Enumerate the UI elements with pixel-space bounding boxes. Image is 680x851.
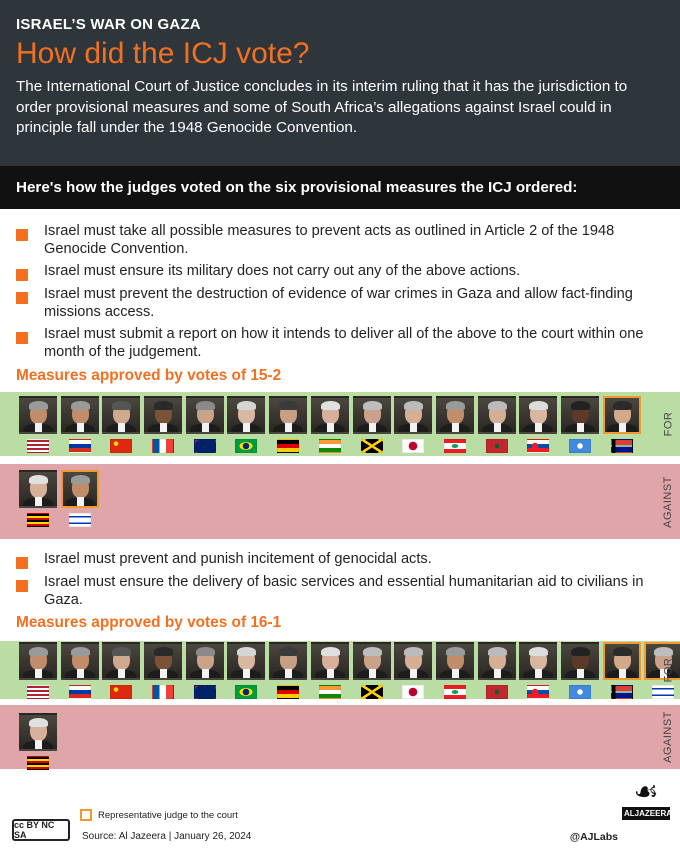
flag-united-states-icon bbox=[27, 439, 49, 453]
judge-portrait bbox=[561, 396, 599, 434]
flag-morocco-icon bbox=[486, 439, 508, 453]
flag-france-icon bbox=[152, 685, 174, 699]
flag-india-icon bbox=[319, 439, 341, 453]
flag-jamaica-icon bbox=[361, 439, 383, 453]
flag-japan-icon bbox=[402, 685, 424, 699]
legend bbox=[80, 809, 238, 821]
flag-lebanon-icon bbox=[444, 439, 466, 453]
page-title: How did the ICJ vote? bbox=[16, 37, 310, 70]
measure-text: Israel must ensure its military does not carry out any of the above actions. bbox=[44, 263, 521, 279]
judge-jamaica bbox=[353, 396, 391, 453]
judge-brazil bbox=[227, 642, 265, 699]
judge-portrait bbox=[561, 642, 599, 680]
flag-france-icon bbox=[152, 439, 174, 453]
flag-jamaica-icon bbox=[361, 685, 383, 699]
intro-text: The International Court of Justice concludes in its interim ruling that it has the jurisdiction to order provisional measures and some of South Africa’s allegations against Israel could in principle fall under the 1948 Genocide Convention. bbox=[16, 78, 628, 136]
judge-row bbox=[19, 642, 680, 699]
judge-morocco bbox=[478, 396, 516, 453]
judge-india bbox=[311, 396, 349, 453]
judge-portrait bbox=[19, 713, 57, 751]
against-label: AGAINST bbox=[662, 711, 675, 763]
flag-somalia-icon bbox=[569, 685, 591, 699]
judge-portrait bbox=[61, 470, 99, 508]
flag-lebanon-icon bbox=[444, 685, 466, 699]
judge-india bbox=[311, 642, 349, 699]
judge-somalia bbox=[561, 396, 599, 453]
footer bbox=[0, 776, 680, 851]
measure-text: Israel must prevent the destruction of evidence of war crimes in Gaza and allow fact-finding missions access. bbox=[44, 286, 633, 320]
judge-row bbox=[19, 396, 644, 453]
subhead: Here's how the judges voted on the six provisional measures the ICJ ordered: bbox=[0, 166, 680, 209]
judge-united-states bbox=[19, 396, 57, 453]
judge-portrait bbox=[186, 396, 224, 434]
judge-row bbox=[19, 713, 61, 770]
judge-portrait bbox=[61, 642, 99, 680]
judge-portrait bbox=[519, 396, 557, 434]
judge-australia bbox=[186, 642, 224, 699]
measure-text: Israel must prevent and punish incitement of genocidal acts. bbox=[44, 551, 432, 567]
flag-somalia-icon bbox=[569, 439, 591, 453]
judge-portrait bbox=[353, 396, 391, 434]
flag-israel-icon bbox=[69, 513, 91, 527]
source-text: Source: Al Jazeera | January 26, 2024 bbox=[82, 831, 252, 842]
flag-morocco-icon bbox=[486, 685, 508, 699]
measure-text: Israel must take all possible measures to prevent acts as outlined in Article 2 of the 1948 Genocide Convention. bbox=[44, 223, 615, 257]
judge-lebanon bbox=[436, 396, 474, 453]
judge-portrait bbox=[394, 396, 432, 434]
judge-portrait bbox=[102, 642, 140, 680]
judge-south-africa bbox=[603, 642, 641, 699]
for-band-15-2 bbox=[0, 392, 680, 456]
flag-china-icon bbox=[110, 685, 132, 699]
judge-portrait bbox=[353, 642, 391, 680]
flag-south-africa-icon bbox=[611, 439, 633, 453]
flag-australia-icon bbox=[194, 685, 216, 699]
judge-france bbox=[144, 396, 182, 453]
cc-license-icon: cc BY NC SA bbox=[12, 819, 70, 841]
judge-portrait bbox=[269, 396, 307, 434]
judge-portrait bbox=[102, 396, 140, 434]
judge-portrait bbox=[186, 642, 224, 680]
flag-south-africa-icon bbox=[611, 685, 633, 699]
measure-item bbox=[16, 286, 660, 321]
judge-slovakia bbox=[519, 396, 557, 453]
judge-portrait bbox=[519, 642, 557, 680]
flag-slovakia-icon bbox=[527, 685, 549, 699]
judge-portrait bbox=[311, 642, 349, 680]
judge-russia bbox=[61, 396, 99, 453]
flag-brazil-icon bbox=[235, 685, 257, 699]
judge-jamaica bbox=[353, 642, 391, 699]
representative-legend-box bbox=[80, 809, 92, 821]
flag-russia-icon bbox=[69, 685, 91, 699]
judge-row bbox=[19, 470, 102, 527]
against-band-16-1 bbox=[0, 705, 680, 769]
judge-portrait bbox=[311, 396, 349, 434]
judge-australia bbox=[186, 396, 224, 453]
flag-japan-icon bbox=[402, 439, 424, 453]
measure-text: Israel must ensure the delivery of basic services and essential humanitarian aid to civilians in Gaza. bbox=[44, 574, 644, 608]
judge-china bbox=[102, 396, 140, 453]
measures-list-15-2 bbox=[0, 209, 680, 361]
judge-portrait bbox=[144, 396, 182, 434]
flag-india-icon bbox=[319, 685, 341, 699]
section-title-15-2: Measures approved by votes of 15-2 bbox=[16, 367, 282, 384]
flag-uganda-icon bbox=[27, 756, 49, 770]
judge-portrait bbox=[227, 396, 265, 434]
flag-germany-icon bbox=[277, 685, 299, 699]
section-title-16-1: Measures approved by votes of 16-1 bbox=[16, 614, 282, 631]
credit-text: @AJLabs bbox=[569, 831, 618, 843]
judge-portrait bbox=[478, 396, 516, 434]
judge-portrait bbox=[19, 396, 57, 434]
measure-item bbox=[16, 574, 660, 609]
bullet-icon bbox=[16, 332, 28, 344]
judge-united-states bbox=[19, 642, 57, 699]
for-label: FOR bbox=[662, 411, 675, 437]
bullet-icon bbox=[16, 580, 28, 592]
judge-brazil bbox=[227, 396, 265, 453]
flag-united-states-icon bbox=[27, 685, 49, 699]
judge-lebanon bbox=[436, 642, 474, 699]
flag-uganda-icon bbox=[27, 513, 49, 527]
measure-item bbox=[16, 551, 660, 569]
judge-china bbox=[102, 642, 140, 699]
bullet-icon bbox=[16, 292, 28, 304]
measure-text: Israel must submit a report on how it intends to deliver all of the above to the court within one month of the judgement. bbox=[44, 326, 644, 360]
aljazeera-logo bbox=[622, 776, 673, 820]
bullet-icon bbox=[16, 229, 28, 241]
judge-portrait bbox=[394, 642, 432, 680]
judge-japan bbox=[394, 642, 432, 699]
measure-item bbox=[16, 326, 660, 361]
measures-list-16-1 bbox=[0, 539, 680, 609]
judge-portrait bbox=[269, 642, 307, 680]
measure-item bbox=[16, 223, 660, 258]
judge-germany bbox=[269, 396, 307, 453]
judge-germany bbox=[269, 642, 307, 699]
judge-russia bbox=[61, 642, 99, 699]
judge-slovakia bbox=[519, 642, 557, 699]
flag-germany-icon bbox=[277, 439, 299, 453]
judge-morocco bbox=[478, 642, 516, 699]
against-label: AGAINST bbox=[662, 475, 675, 528]
aljazeera-mark-icon: ☙ bbox=[633, 776, 659, 807]
bullet-icon bbox=[16, 557, 28, 569]
flag-russia-icon bbox=[69, 439, 91, 453]
judge-portrait bbox=[61, 396, 99, 434]
judge-portrait bbox=[19, 642, 57, 680]
judge-portrait bbox=[436, 396, 474, 434]
judge-israel bbox=[61, 470, 99, 527]
judge-portrait bbox=[19, 470, 57, 508]
judge-south-africa bbox=[603, 396, 641, 453]
against-band-15-2 bbox=[0, 464, 680, 539]
for-band-16-1 bbox=[0, 641, 680, 699]
judge-uganda bbox=[19, 470, 57, 527]
flag-slovakia-icon bbox=[527, 439, 549, 453]
legend-text: Representative judge to the court bbox=[98, 809, 238, 821]
bullet-icon bbox=[16, 269, 28, 281]
flag-australia-icon bbox=[194, 439, 216, 453]
judge-japan bbox=[394, 396, 432, 453]
judge-portrait bbox=[603, 396, 641, 434]
for-label: FOR bbox=[662, 657, 675, 683]
judge-portrait bbox=[603, 642, 641, 680]
flag-china-icon bbox=[110, 439, 132, 453]
flag-brazil-icon bbox=[235, 439, 257, 453]
judge-portrait bbox=[227, 642, 265, 680]
judge-portrait bbox=[436, 642, 474, 680]
header bbox=[0, 0, 680, 166]
judge-portrait bbox=[144, 642, 182, 680]
measure-item bbox=[16, 263, 660, 281]
kicker: ISRAEL’S WAR ON GAZA bbox=[16, 16, 201, 33]
judge-uganda bbox=[19, 713, 57, 770]
judge-portrait bbox=[478, 642, 516, 680]
judge-france bbox=[144, 642, 182, 699]
aljazeera-wordmark: ALJAZEERA bbox=[624, 809, 673, 818]
judge-somalia bbox=[561, 642, 599, 699]
